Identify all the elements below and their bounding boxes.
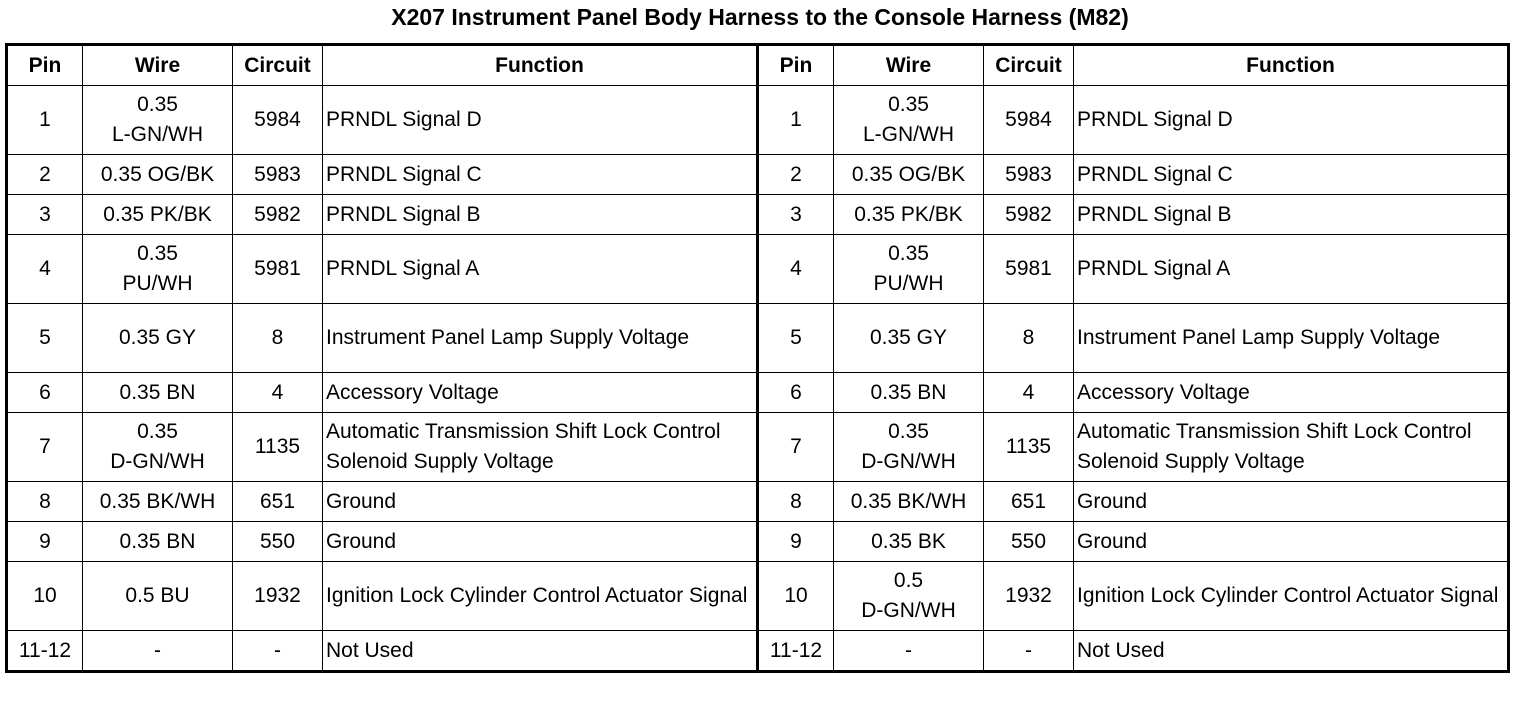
- function-cell: Ground: [1074, 482, 1509, 522]
- circuit-cell: 8: [233, 304, 323, 373]
- pin-cell: 7: [758, 413, 834, 482]
- pin-cell: 10: [758, 562, 834, 631]
- function-cell: PRNDL Signal A: [323, 235, 758, 304]
- circuit-cell: 550: [233, 522, 323, 562]
- pin-cell: 9: [758, 522, 834, 562]
- wire-column-header: Wire: [834, 45, 984, 86]
- wire-cell: -: [834, 631, 984, 672]
- wire-cell: 0.35 L-GN/WH: [834, 86, 984, 155]
- wire-cell: 0.35 PK/BK: [83, 195, 233, 235]
- circuit-cell: 1932: [984, 562, 1074, 631]
- pin-cell: 5: [7, 304, 83, 373]
- pin-cell: 8: [758, 482, 834, 522]
- wire-cell: 0.35 BK/WH: [83, 482, 233, 522]
- function-cell: Ignition Lock Cylinder Control Actuator Signal: [323, 562, 758, 631]
- function-cell: PRNDL Signal C: [323, 155, 758, 195]
- circuit-cell: 5981: [984, 235, 1074, 304]
- pin-cell: 4: [7, 235, 83, 304]
- wire-cell: 0.5 BU: [83, 562, 233, 631]
- wire-cell: 0.35 PU/WH: [83, 235, 233, 304]
- circuit-cell: 5981: [233, 235, 323, 304]
- pin-cell: 11-12: [758, 631, 834, 672]
- pin-cell: 2: [7, 155, 83, 195]
- function-cell: PRNDL Signal D: [323, 86, 758, 155]
- circuit-column-header: Circuit: [233, 45, 323, 86]
- header-row: [7, 45, 1509, 86]
- wire-cell: 0.35 D-GN/WH: [834, 413, 984, 482]
- pin-cell: 6: [7, 373, 83, 413]
- wire-cell: 0.35 L-GN/WH: [83, 86, 233, 155]
- table-row: [7, 155, 1509, 195]
- circuit-cell: 1135: [984, 413, 1074, 482]
- table-row: [7, 195, 1509, 235]
- function-cell: PRNDL Signal D: [1074, 86, 1509, 155]
- wire-cell: 0.35 BN: [83, 522, 233, 562]
- wire-cell: 0.35 BN: [834, 373, 984, 413]
- function-cell: PRNDL Signal B: [323, 195, 758, 235]
- wire-cell: 0.35 OG/BK: [834, 155, 984, 195]
- circuit-cell: 5984: [233, 86, 323, 155]
- circuit-cell: 550: [984, 522, 1074, 562]
- function-cell: Instrument Panel Lamp Supply Voltage: [323, 304, 758, 373]
- wire-cell: -: [83, 631, 233, 672]
- circuit-cell: 1135: [233, 413, 323, 482]
- function-cell: Automatic Transmission Shift Lock Control Solenoid Supply Voltage: [1074, 413, 1509, 482]
- connector-table: [5, 43, 1510, 673]
- pin-cell: 9: [7, 522, 83, 562]
- wire-column-header: Wire: [83, 45, 233, 86]
- pin-cell: 1: [758, 86, 834, 155]
- page-title: X207 Instrument Panel Body Harness to the Console Harness (M82): [391, 4, 1129, 30]
- wire-cell: 0.35 PU/WH: [834, 235, 984, 304]
- circuit-cell: 4: [233, 373, 323, 413]
- pin-cell: 8: [7, 482, 83, 522]
- pin-cell: 10: [7, 562, 83, 631]
- wire-cell: 0.5 D-GN/WH: [834, 562, 984, 631]
- circuit-cell: 5983: [233, 155, 323, 195]
- function-cell: Ignition Lock Cylinder Control Actuator Signal: [1074, 562, 1509, 631]
- circuit-column-header: Circuit: [984, 45, 1074, 86]
- function-cell: Not Used: [323, 631, 758, 672]
- function-cell: Ground: [323, 482, 758, 522]
- table-row: [7, 522, 1509, 562]
- function-cell: Ground: [1074, 522, 1509, 562]
- wire-cell: 0.35 D-GN/WH: [83, 413, 233, 482]
- circuit-cell: 1932: [233, 562, 323, 631]
- circuit-cell: 5984: [984, 86, 1074, 155]
- wire-cell: 0.35 PK/BK: [834, 195, 984, 235]
- pin-cell: 7: [7, 413, 83, 482]
- circuit-cell: 651: [984, 482, 1074, 522]
- circuit-cell: 8: [984, 304, 1074, 373]
- wire-cell: 0.35 GY: [834, 304, 984, 373]
- table-row: [7, 413, 1509, 482]
- wire-cell: 0.35 BK/WH: [834, 482, 984, 522]
- table-row: [7, 631, 1509, 672]
- table-row: [7, 373, 1509, 413]
- function-cell: Instrument Panel Lamp Supply Voltage: [1074, 304, 1509, 373]
- table-row: [7, 235, 1509, 304]
- function-cell: Automatic Transmission Shift Lock Control Solenoid Supply Voltage: [323, 413, 758, 482]
- circuit-cell: 5982: [233, 195, 323, 235]
- function-cell: Not Used: [1074, 631, 1509, 672]
- pin-cell: 2: [758, 155, 834, 195]
- wire-cell: 0.35 GY: [83, 304, 233, 373]
- function-cell: Accessory Voltage: [1074, 373, 1509, 413]
- circuit-cell: 5983: [984, 155, 1074, 195]
- wire-cell: 0.35 BK: [834, 522, 984, 562]
- pin-cell: 5: [758, 304, 834, 373]
- pin-cell: 3: [758, 195, 834, 235]
- pin-cell: 6: [758, 373, 834, 413]
- pin-cell: 11-12: [7, 631, 83, 672]
- function-column-header: Function: [1074, 45, 1509, 86]
- function-cell: PRNDL Signal C: [1074, 155, 1509, 195]
- wire-cell: 0.35 BN: [83, 373, 233, 413]
- circuit-cell: 5982: [984, 195, 1074, 235]
- table-row: [7, 482, 1509, 522]
- pin-column-header: Pin: [7, 45, 83, 86]
- table-row: [7, 562, 1509, 631]
- circuit-cell: 651: [233, 482, 323, 522]
- function-cell: PRNDL Signal B: [1074, 195, 1509, 235]
- pin-cell: 1: [7, 86, 83, 155]
- pin-column-header: Pin: [758, 45, 834, 86]
- function-cell: Ground: [323, 522, 758, 562]
- function-cell: PRNDL Signal A: [1074, 235, 1509, 304]
- wire-cell: 0.35 OG/BK: [83, 155, 233, 195]
- circuit-cell: -: [233, 631, 323, 672]
- circuit-cell: 4: [984, 373, 1074, 413]
- pin-cell: 4: [758, 235, 834, 304]
- table-row: [7, 304, 1509, 373]
- function-cell: Accessory Voltage: [323, 373, 758, 413]
- table-row: [7, 86, 1509, 155]
- circuit-cell: -: [984, 631, 1074, 672]
- function-column-header: Function: [323, 45, 758, 86]
- pin-cell: 3: [7, 195, 83, 235]
